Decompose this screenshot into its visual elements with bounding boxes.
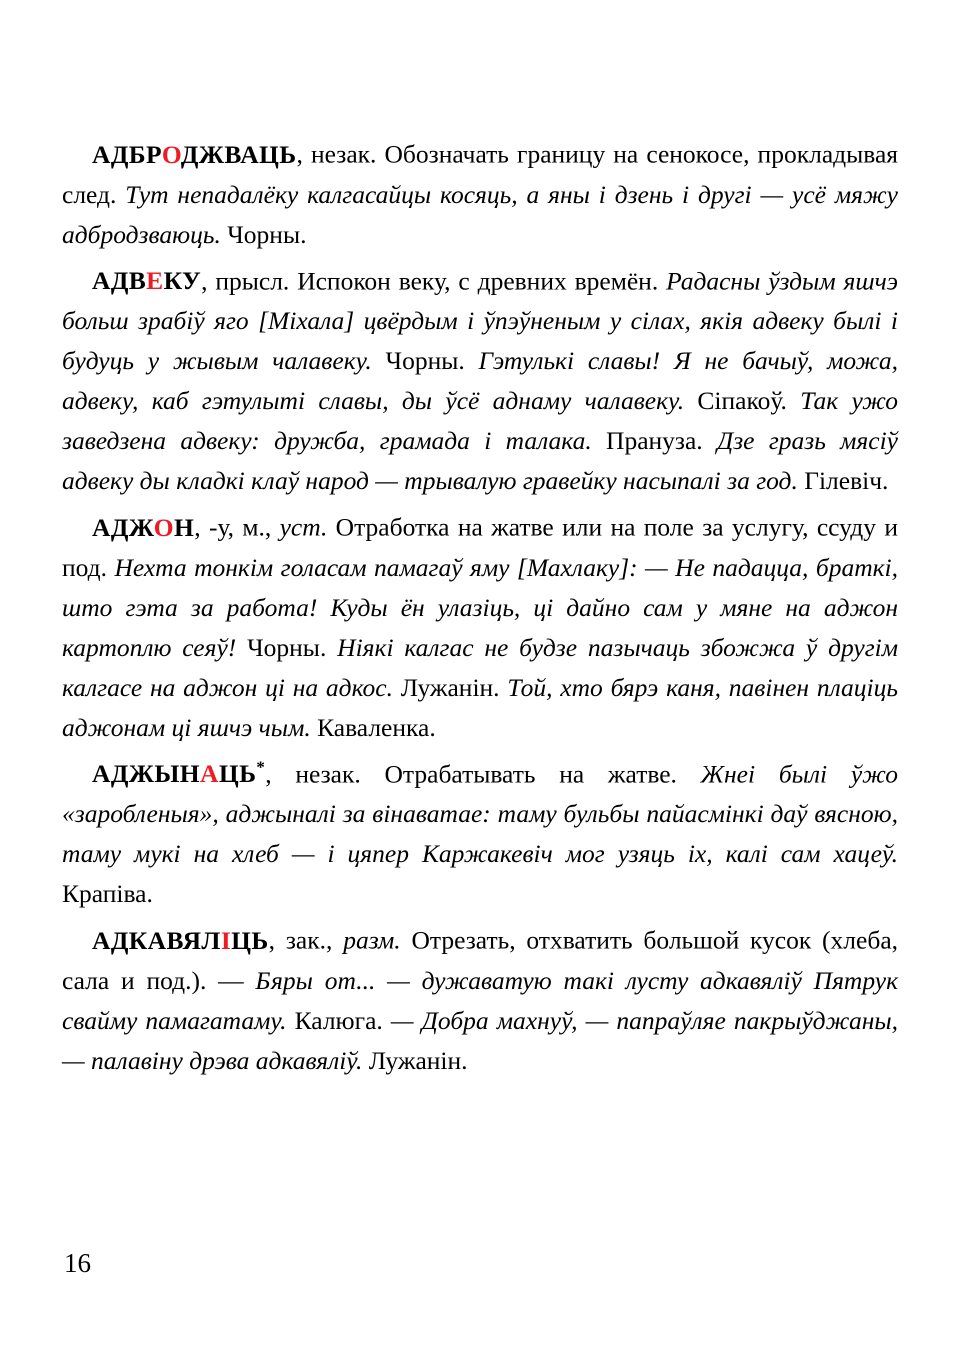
citation-source: Чорны. [220,219,307,249]
headword-text-before: АДБР [92,139,162,169]
dictionary-entry [62,128,898,255]
citation: Дзе гразь мясіў адвеку ды кладкі клаў народ — трывалую гравейку насыпалі за год. [62,426,898,495]
citation-source: Лужанін. [362,1045,468,1075]
definition-gloss: Отрезать, отхватить большой кусок (хлеба, сала и под.). — [62,925,899,995]
dictionary-entry [62,255,898,502]
headword-text-after: ЦЬ [231,925,269,955]
stressed-vowel: Е [146,266,164,295]
headword-text-before: АДВ [92,266,147,295]
page-number: 16 [64,1248,91,1278]
citation-source: Каваленка. [310,712,436,742]
citation-source: Сіпакоў. [684,386,801,415]
headword-separator: , [265,759,296,788]
dictionary-entry [62,748,898,915]
footnote-asterisk: * [256,757,266,777]
headword-text-before: АДКАВЯЛ [92,925,221,955]
citation-source: Калюга. [286,1005,391,1035]
citation: Нехта тонкім голасам памагаў яму [Махлаку]: — Не падацца, браткі, што гэта за работа! Куды ён улазіць, ці дайно сам у мяне на аджон картоплю сеяў! [62,552,899,662]
citation: — Добра махнуў, — папраўляе пакрыўджаны, — палавіну дрэва адкавяліў. [62,1005,898,1075]
grammar-label-italic: разм. [343,925,401,955]
headword-text-after: ЦЬ [218,759,257,788]
grammar-label-roman: прысл. [215,266,290,295]
headword-separator: , [201,266,216,295]
headword-text-before: АДЖ [92,512,154,542]
headword [92,759,265,788]
citation: Той, хто бярэ каня, павінен плаціць аджонам ці яшчэ чым. [62,672,898,742]
headword [92,926,269,955]
stressed-vowel: А [200,759,219,788]
definition-gloss: Отработка на жатве или на поле за услугу, ссуду и под. [62,512,898,582]
headword-separator: , [296,139,311,169]
headword [92,266,201,295]
headword-text-before: АДЖЫН [92,759,201,788]
stressed-vowel: О [161,139,181,169]
grammar-label-italic: уст. [279,512,328,542]
citation: Гэтулькі славы! Я не бачыў, можа, адвеку, каб гэтулыті славы, ды ўсё аднаму чалавеку. [62,346,898,415]
citation-source: Чорны. [371,346,479,375]
definition-gloss: Обозначать границу на сенокосе, прокладывая след. [62,139,898,209]
dictionary-entry [62,914,898,1081]
grammar-label-roman: незак. [310,139,377,169]
headword [92,140,297,169]
dictionary-entry [62,501,898,748]
citation-source: Гілевіч. [797,466,889,495]
headword-text-after: КУ [163,266,202,295]
citation: Жнеі былі ўжо «заробленыя», аджыналі за вінаватае: таму бульбы пайасмінкі даў вясною, таму мукі на хлеб — і цяпер Каржакевіч мог узяць іх, калі сам хацеў. [62,759,899,868]
citation-source: Чорны. [236,632,338,662]
citation: Радасны ўздым яшчэ больш зрабіў яго [Міхала] цвёрдым і ўпэўненым у сілах, якія адвеку былі і будуць у жывым чалавеку. [62,266,898,375]
headword-text-after: Н [174,512,195,542]
citation: Так ужо заведзена адвеку: дружба, грамада і талака. [62,386,898,455]
citation-source: Прануза. [591,426,717,455]
headword-separator: , зак., [268,925,344,955]
citation: Бяры от... — дужаватую такі лусту адкавяліў Пятрук свайму памагатаму. [62,965,898,1035]
citation: Ніякі калгас не будзе пазычаць збожжа ў другім калгасе на аджон ці на адкос. [62,632,899,702]
definition-gloss: Отрабатывать на жатве. [360,759,701,788]
stressed-vowel: І [220,925,232,955]
text-column [62,128,898,1081]
definition-gloss: Испокон веку, с древних времён. [289,266,667,295]
citation-source: Лужанін. [392,672,508,702]
stressed-vowel: О [153,512,174,542]
headword [92,513,194,542]
headword-separator: , -у, м., [194,512,280,542]
citation-source: Крапіва. [62,879,153,908]
citation: Тут непадалёку калгасайцы косяць, а яны і дзень і другі — усё мяжу адбродзваюць. [62,179,899,249]
headword-text-after: ДЖВАЦЬ [180,139,297,169]
grammar-label-roman: незак. [295,759,361,788]
